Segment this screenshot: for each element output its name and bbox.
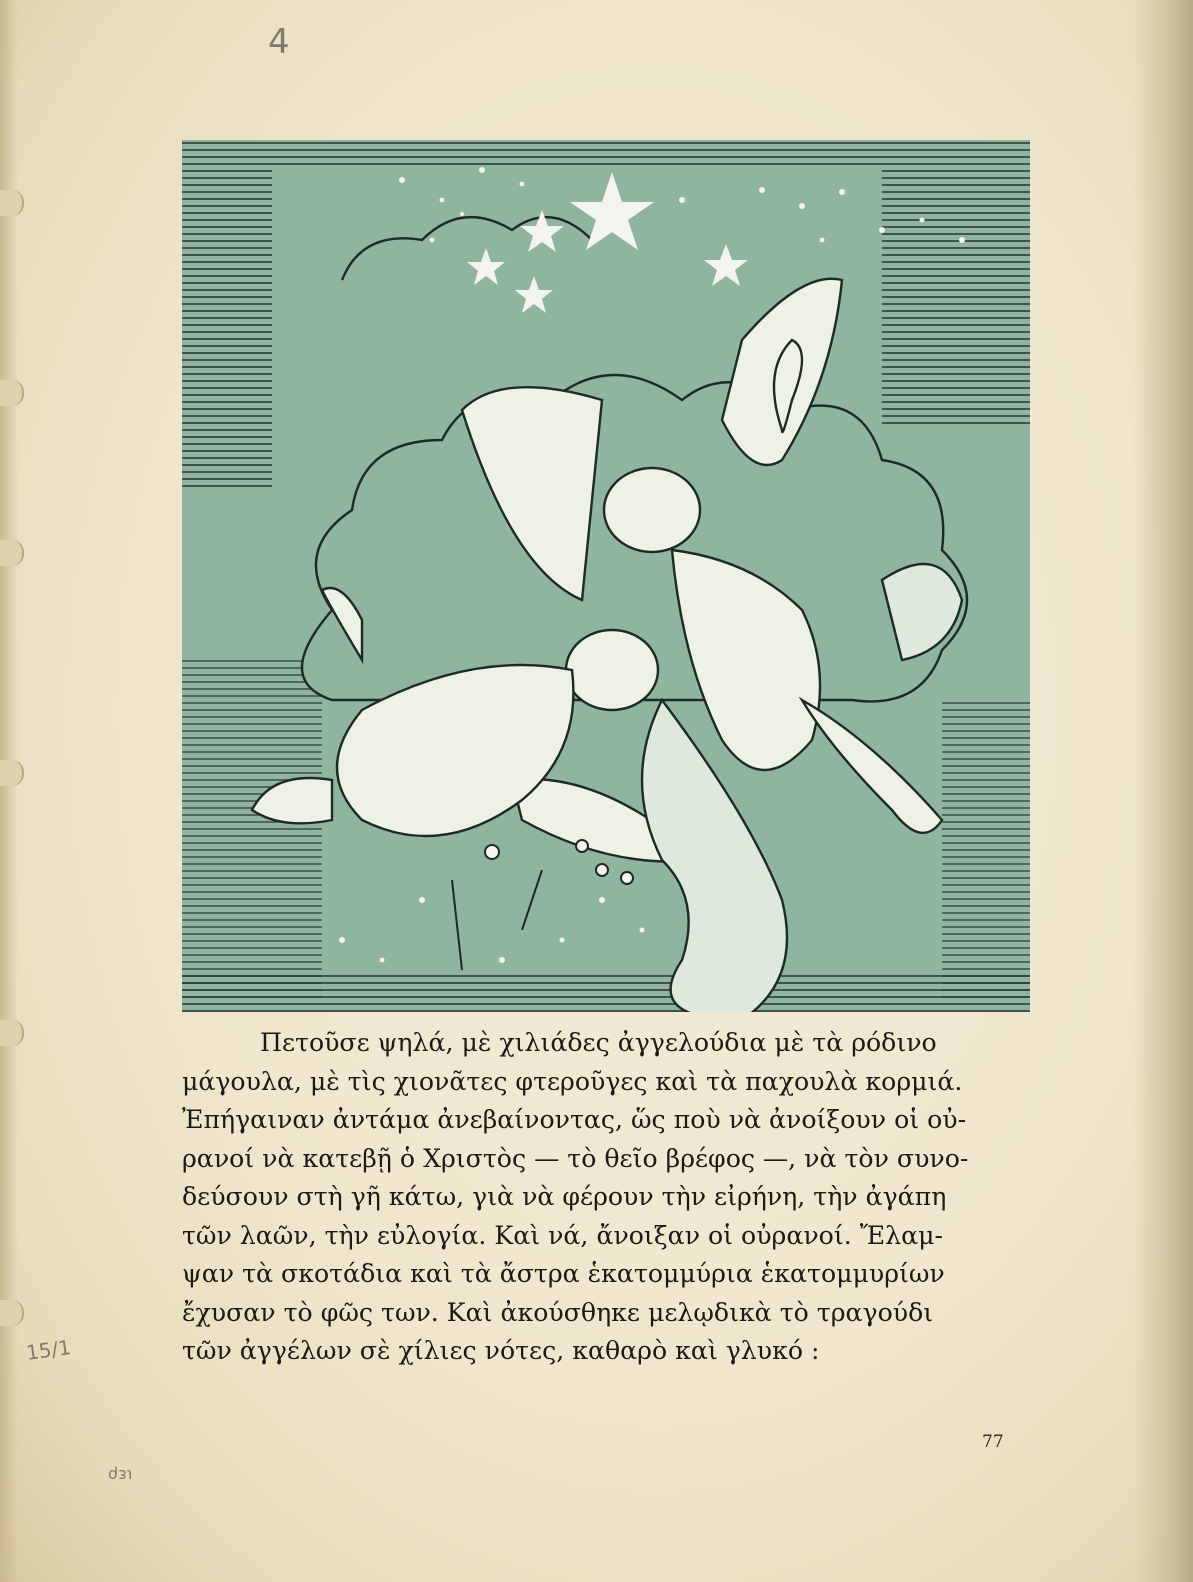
- angels-illustration: [182, 140, 1030, 1012]
- binding-hole: [0, 1300, 24, 1326]
- angels-engraving: [182, 140, 1030, 1012]
- text-line: τῶν λαῶν, τὴν εὐλογία. Καὶ νά, ἄνοιξαν οἱ οὐρανοί. Ἔλαμ-: [182, 1220, 943, 1250]
- text-line: ἔχυσαν τὸ φῶς των. Καὶ ἀκούσθηκε μελῳδικὰ τὸ τραγούδι: [182, 1297, 934, 1327]
- text-line: δεύσουν στὴ γῆ κάτω, γιὰ νὰ φέρουν τὴν εἰρήνη, τὴν ἀγάπη: [182, 1182, 947, 1211]
- binding-hole: [0, 540, 24, 566]
- text-line: ψαν τὰ σκοτάδια καὶ τὰ ἄστρα ἑκατομμύρια ἑκατομμυρίων: [182, 1259, 945, 1288]
- text-line: μάγουλα, μὲ τὶς χιονᾶτες φτεροῦγες καὶ τὰ παχουλὰ κορμιά.: [182, 1066, 963, 1096]
- bottom-note: ιερ: [108, 1466, 133, 1485]
- binding-hole: [0, 760, 24, 786]
- page-number: 77: [982, 1432, 1004, 1452]
- binding-hole: [0, 380, 24, 406]
- text-line: Ἐπήγαιναν ἀντάμα ἀνεβαίνοντας, ὥς ποὺ νὰ ἀνοίξουν οἱ οὐ-: [182, 1105, 967, 1134]
- binding-hole: [0, 1020, 24, 1046]
- binding-hole: [0, 190, 24, 216]
- text-line: τῶν ἀγγέλων σὲ χίλιες νότες, καθαρὸ καὶ γλυκό :: [182, 1336, 820, 1365]
- body-paragraph: [182, 1024, 1027, 1371]
- text-line: ρανοί νὰ κατεβῇ ὁ Χριστὸς — τὸ θεῖο βρέφος —, νὰ τὸν συνο-: [182, 1143, 969, 1173]
- text-line: Πετοῦσε ψηλά, μὲ χιλιάδες ἀγγελούδια μὲ τὰ ρόδινο: [260, 1028, 937, 1057]
- handwritten-mark: 4: [268, 22, 290, 62]
- page-edge: [1133, 0, 1193, 1582]
- margin-note: 15/1: [24, 1334, 73, 1366]
